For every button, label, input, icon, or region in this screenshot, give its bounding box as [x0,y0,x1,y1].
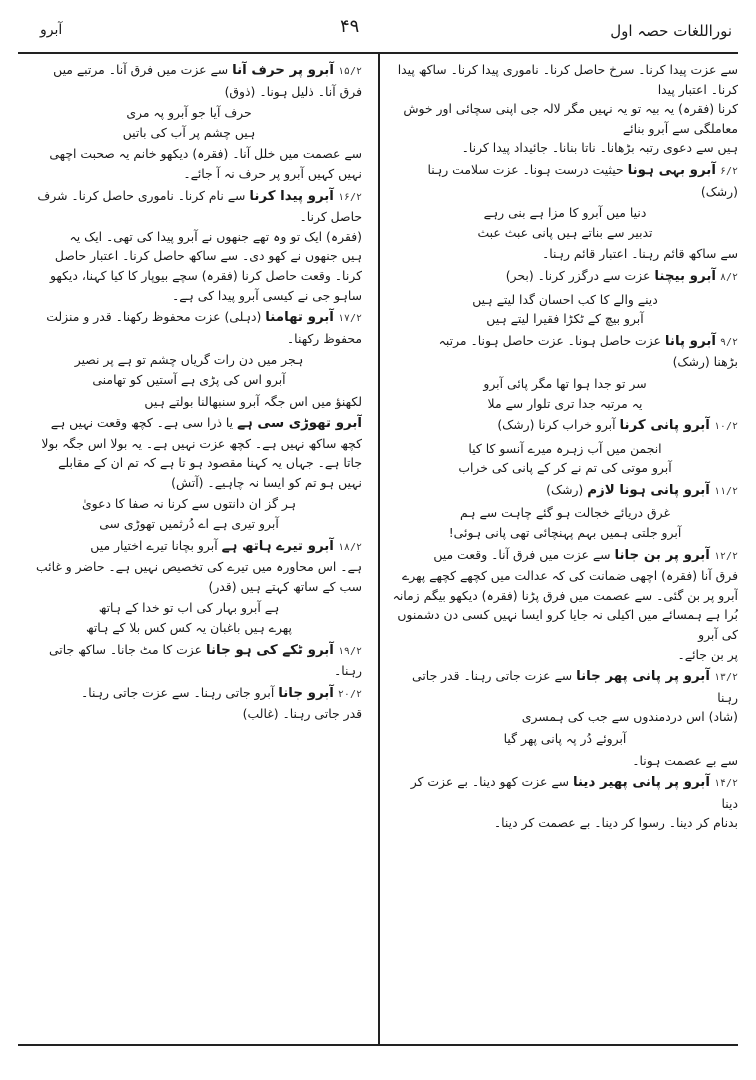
entry-text: لکھنؤ میں اس جگہ آبرو سنبھالنا بولتے ہیں [144,393,362,409]
entry-line [16,661,362,681]
dictionary-entry [392,480,738,502]
entry-text: رہنا۔ [333,663,362,679]
dictionary-entry [392,545,738,665]
dictionary-entry [16,598,362,637]
entry-line [16,453,362,473]
entry-line [392,160,738,201]
dictionary-entry [392,244,738,264]
entry-text: فرق آنا۔ ذلیل ہونا۔ (ذوق) [224,83,362,99]
verse-line: ہجر میں دن رات گریاں چشم تو ہے پر نصیر [74,352,304,368]
dictionary-entry [392,266,738,288]
entry-line [392,707,738,727]
entry-number: ۶/۲ [719,165,738,177]
entry-number: ۱۴/۲ [713,778,738,790]
page-header [0,14,756,50]
dictionary-entry [16,186,362,306]
right-column [392,60,738,1035]
entry-line [16,266,362,286]
entry-line [16,286,362,306]
entry-headword: آبرو پیدا کرنا [249,188,334,204]
entry-headword: آبرو تھامنا [265,310,334,326]
entry-line [392,60,738,99]
dictionary-entry [392,203,738,242]
verse-line: پھرے ہیں باغبان یہ کس کس بلا کے ہاتھ [86,620,292,636]
entry-text: سے عزت میں فرق آنا۔ وقعت میں [433,546,611,562]
verse-line: آبرو اس کی پڑی ہے آستیں کو تھامنی [92,371,286,387]
entry-text: (فقرہ) ایک تو وہ تھے جنھوں نے آبرو پیدا کی تھی۔ ایک یہ [69,228,362,244]
bottom-rule [18,1044,738,1046]
dictionary-entry [16,350,362,389]
dictionary-entry [16,307,362,348]
dictionary-entry [16,683,362,724]
entry-text: قدر جاتی رہنا۔ (غالب) [242,706,362,722]
entry-line [392,586,738,606]
entry-headword: آبرو پر پانی پھر جانا [576,669,710,685]
entry-line [16,640,362,662]
entry-text: آبرو پر بن گئی۔ سے عصمت میں فرق پڑنا (فقرہ) دیکھو بیگم زمانہ [392,587,738,603]
entry-line [392,813,738,833]
entry-line [16,473,362,493]
entry-text: سب کے ساتھ کہتے ہیں (قدر) [208,578,362,594]
verse-line: آبروئے دُر پہ پانی پھر گیا [503,731,627,746]
entry-headword: آبرو پانا [664,333,716,349]
entry-number: ۱۰/۲ [713,421,738,433]
entry-line [392,244,738,264]
entry-text: سے عصمت میں خلل آنا۔ (فقرہ) دیکھو خانم یہ صحبت اچھی [49,146,362,162]
entry-line [16,557,362,577]
dictionary-entry [16,640,362,681]
entry-text: کچھ ساکھ نہیں ہے۔ کچھ عزت نہیں ہے۔ یہ بولا اس جگہ بولا [41,435,362,451]
dictionary-entry [16,413,362,492]
page-number: ۴۹ [340,16,360,37]
entry-line [16,227,362,247]
entry-line [16,144,362,164]
entry-line [392,772,738,813]
entry-text: کرنا (فقرہ) یہ بیہ تو یہ نہیں مگر لالہ جی اپنی سچائی اور خوش معاملگی سے آبرو بنائے [403,101,738,136]
entry-number: ۱۶/۲ [337,191,362,203]
entry-line [392,415,738,437]
dictionary-entry [16,494,362,533]
entry-line [392,480,738,502]
verse-line: یہ مرتبہ جدا تری تلوار سے ملا [487,395,643,411]
entry-text: سے عزت میں فرق آنا۔ مرتبے میں [53,62,229,77]
entry-text: بدنام کر دینا۔ رسوا کر دینا۔ بے عصمت کر دینا۔ [493,815,738,831]
verse-line: تدبیر سے بناتے ہیں پانی عبث عبث [477,224,653,240]
entry-number: ۱۹/۲ [337,645,362,657]
verse-line: غرق دریائے خجالت ہو گئے چاہت سے ہم [460,505,670,521]
dictionary-entry [16,60,362,101]
entry-text: آبرو بچانا تیرے اختیار میں [90,537,218,553]
left-column [16,60,362,1035]
entry-text: کرنا۔ وقعت حاصل کرنا (فقرہ) سچے بیوپار کا کیا کہنا، دیکھو [49,267,362,283]
entry-headword: آبرو پر بن جانا [614,547,710,563]
entry-text: سے بے عصمت ہونا۔ [632,752,738,768]
entry-text: عزت کا مٹ جانا۔ ساکھ جاتی [48,641,203,657]
dictionary-entry [392,415,738,437]
dictionary-entry [392,331,738,372]
entry-line [392,352,738,372]
dictionary-entry [16,392,362,412]
entry-number: ۱۲/۲ [713,550,738,562]
dictionary-entry [392,666,738,727]
entry-text: ساہو جی نے کیسی آبرو پیدا کی ہے۔ [172,287,362,303]
entry-line [16,577,362,597]
entry-headword: آبرو تھوڑی سی ہے [237,416,362,432]
dictionary-entry [392,374,738,413]
dictionary-entry [392,60,738,158]
dictionary-entry [16,536,362,597]
entry-text: سے عزت جاتی رہنا۔ قدر جاتی رہنا [412,668,738,705]
entry-line [392,138,738,158]
dictionary-entry [392,729,738,749]
entry-text: عزت حاصل ہونا۔ عزت حاصل ہونا۔ مرتبہ [438,332,661,348]
dictionary-entry [392,290,738,329]
entry-text: حیثیت درست ہونا۔ عزت سلامت رہنا (رشک) [427,161,738,199]
entry-line [16,164,362,184]
entry-line [392,266,738,288]
entry-line [392,566,738,586]
entry-headword: آبرو بہی ہونا [627,162,716,178]
entry-headword: آبرو پانی ہونا لازم [587,482,710,498]
entry-text: ہیں جنھوں نے کھو دی۔ سے ساکھ حاصل کرنا۔ اعتبار حاصل [54,248,362,264]
entry-headword: آبرو جانا [278,685,334,701]
entry-text: بڑھنا (رشک) [672,354,738,370]
entry-text: فرق آنا (فقرہ) اچھی ضمانت کی کہ عدالت میں کچھے کچھے پھرے [401,568,738,584]
entry-number: ۹/۲ [719,336,738,348]
entry-text: سے نام کرنا۔ ناموری حاصل کرنا۔ شرف حاصل کرنا۔ [37,187,362,225]
entry-line [16,683,362,705]
entry-text: نہیں ہو تم کو ایسا نہ چاہیے۔ (آتش) [171,474,362,490]
entry-text: آبرو خراب کرنا (رشک) [497,417,616,433]
entry-line [16,186,362,227]
entry-text: جاتا ہے۔ جہاں یہ کہنا مقصود ہو تا ہے کہ تم ان کے مقابلے [58,455,362,471]
entry-text: آبرو جاتی رہنا۔ سے عزت جاتی رہنا۔ [80,684,275,700]
verse-line: انجمن میں آب زہرہ میرے آنسو کا کیا [468,440,662,456]
entry-line [16,704,362,724]
verse-line: ہیں چشم پر آب کی باتیں [122,124,256,140]
column-divider [378,52,380,1044]
entry-line [16,246,362,266]
dictionary-entry [392,160,738,201]
entry-line [16,329,362,349]
entry-text: سے ساکھ قائم رہنا۔ اعتبار قائم رہنا۔ [541,246,738,262]
entry-text: سے عزت پیدا کرنا۔ سرخ حاصل کرنا۔ ناموری پیدا کرنا۔ ساکھ پیدا کرنا۔ اعتبار پیدا [397,62,738,97]
book-title: نوراللغات حصہ اول [610,22,732,40]
dictionary-entry [16,103,362,142]
entry-headword: آبرو ٹکے کی ہو جانا [206,642,334,658]
entry-headword: آبرو بیچنا [654,268,716,284]
entry-text: یا ذرا سی ہے۔ کچھ وقعت نہیں ہے [50,415,234,431]
entry-text: عزت سے درگزر کرنا۔ (بحر) [505,267,651,283]
verse-line: آبرو بیچ کے ٹکڑا فقیرا لیتے ہیں [486,311,644,327]
entry-headword: آبرو پانی کرنا [619,418,710,434]
entry-number: ۲۰/۲ [337,688,362,700]
dictionary-entry [392,772,738,833]
entry-text: سے عزت کھو دینا۔ بے عزت کر دینا [410,774,738,811]
verse-line: ہر گز ان دانتوں سے کرنا نہ صفا کا دعویٰ [81,496,297,512]
entry-number: ۱۱/۲ [713,485,738,497]
entry-text: ہے۔ اس محاورہ میں تیرے کی تخصیص نہیں ہے۔ حاضر و غائب [35,559,362,575]
entry-line [16,536,362,558]
dictionary-entry [16,144,362,183]
entry-line [392,331,738,353]
entry-text: (رشک) [546,481,584,497]
entry-line [16,413,362,434]
entry-headword: آبرو پر حرف آنا [232,63,334,78]
verse-line: آبرو موتی کی تم نے کر کے پانی کی خراب [458,460,672,476]
entry-line [392,751,738,771]
entry-text: (دہلی) عزت محفوظ رکھنا۔ قدر و منزلت [46,309,262,325]
entry-text: (شاد) اس دردمندوں سے جب کی ہمسری [521,709,738,725]
entry-line [392,545,738,567]
entry-line [392,666,738,707]
entry-headword: آبرو تیرے ہاتھ ہے [221,538,334,554]
entry-line [392,605,738,644]
entry-text: نہیں کہیں آبرو پر حرف نہ آ جائے۔ [183,165,362,181]
entry-number: ۱۷/۲ [337,313,362,325]
entry-number: ۸/۲ [719,271,738,283]
verse-line: آبرو تیری ہے اے دُرثمیں تھوڑی سی [99,516,279,532]
dictionary-entry [392,439,738,478]
entry-text: پر بن جائے۔ [677,646,738,662]
dictionary-entry [392,751,738,771]
verse-line: ہے آبرو بہار کی اب تو خدا کے ہاتھ [98,600,280,616]
entry-line [16,60,362,82]
entry-line [392,645,738,665]
entry-headword: آبرو پر پانی پھیر دینا [572,775,710,791]
catchword: آبرو [40,22,63,38]
entry-text: محفوظ رکھنا۔ [286,330,362,346]
entry-line [16,307,362,329]
entry-line [392,99,738,138]
entry-number: ۱۳/۲ [713,672,738,684]
dictionary-entry [392,503,738,542]
verse-line: سر تو جدا ہوا تھا مگر پائی آبرو [483,375,647,391]
verse-line: دنیا میں آبرو کا مزا ہے بنی رہے [483,205,647,221]
entry-line [16,434,362,454]
entry-number: ۱۵/۲ [337,66,362,77]
entry-text: بُرا ہے ہمسائے میں اکیلی نہ جایا کرو ایسا نہیں کسی دن دشمنوں کی آبرو [397,607,738,643]
entry-number: ۱۸/۲ [337,541,362,553]
entry-line [16,82,362,102]
verse-line: دینے والے کا کب احسان گدا لیتے ہیں [472,291,658,307]
entry-line [16,392,362,412]
verse-line: حرف آیا جو آبرو پہ مری [126,105,252,121]
entry-text: ہیں سے دعوی رتبہ بڑھانا۔ ناتا بنانا۔ جائیداد پیدا کرنا۔ [461,140,738,156]
verse-line: آبرو جلتی ہمیں بہم پہنچائی تھی پانی ہوئی! [448,525,682,541]
